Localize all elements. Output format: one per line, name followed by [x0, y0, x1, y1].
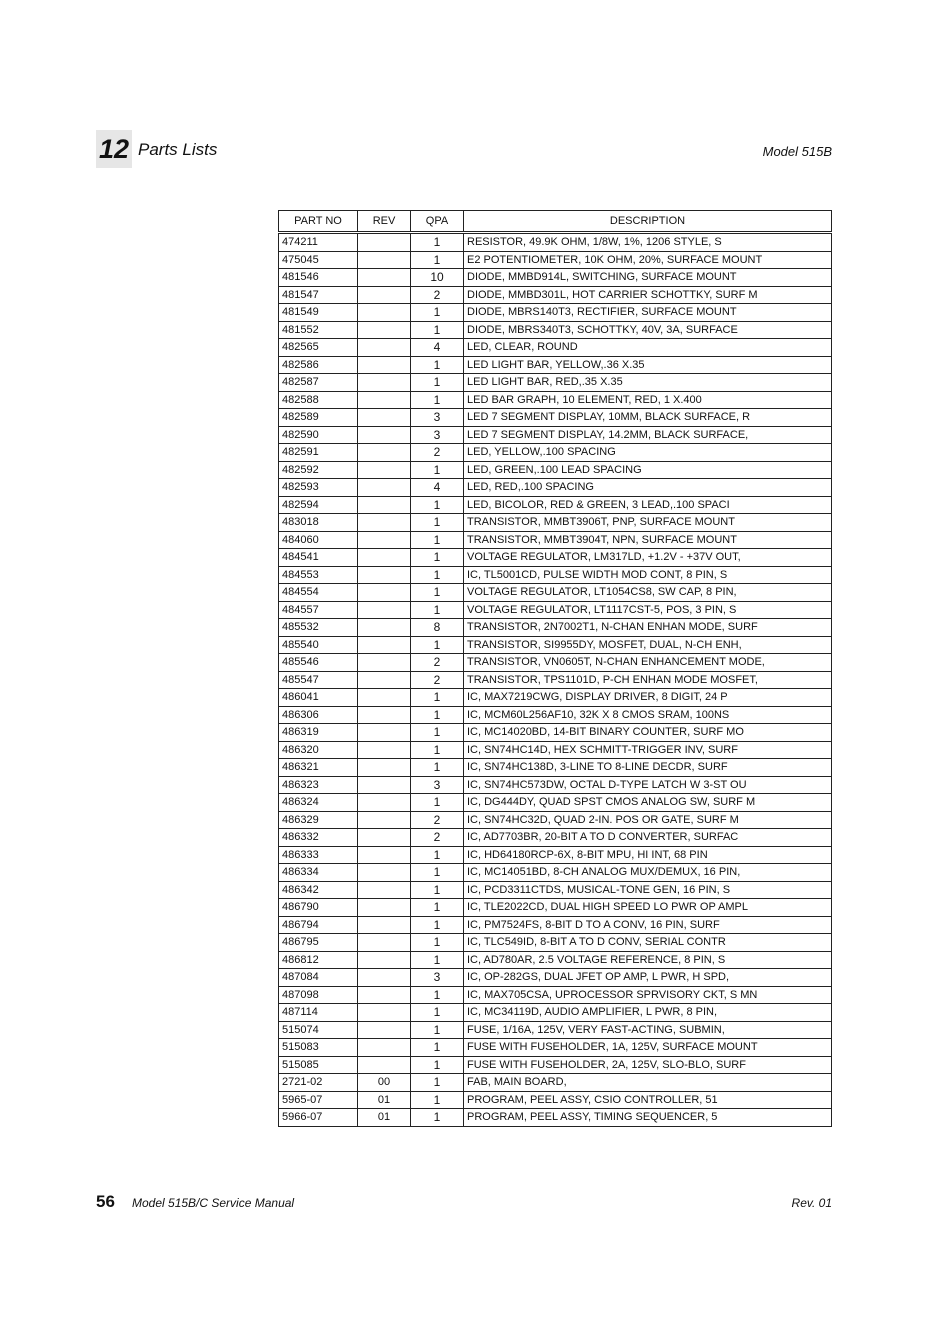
- qpa-cell: 1: [411, 881, 464, 899]
- table-row: [279, 829, 832, 847]
- rev-cell: 01: [358, 1091, 411, 1109]
- rev-cell: [358, 986, 411, 1004]
- qpa-cell: 1: [411, 461, 464, 479]
- qpa-cell: 10: [411, 269, 464, 287]
- description-cell: IC, PM7524FS, 8-BIT D TO A CONV, 16 PIN, SURF: [464, 916, 832, 934]
- qpa-cell: 1: [411, 584, 464, 602]
- table-row: [279, 951, 832, 969]
- qpa-cell: 1: [411, 1056, 464, 1074]
- rev-cell: [358, 304, 411, 322]
- table-row: [279, 356, 832, 374]
- table-row: [279, 776, 832, 794]
- part-number-cell: 515074: [279, 1021, 358, 1039]
- rev-cell: [358, 531, 411, 549]
- column-header-description: DESCRIPTION: [464, 211, 832, 233]
- part-number-cell: 485540: [279, 636, 358, 654]
- qpa-cell: 1: [411, 391, 464, 409]
- table-row: [279, 724, 832, 742]
- part-number-cell: 482592: [279, 461, 358, 479]
- description-cell: LED LIGHT BAR, YELLOW,.36 X.35: [464, 356, 832, 374]
- qpa-cell: 1: [411, 1004, 464, 1022]
- table-row: [279, 584, 832, 602]
- qpa-cell: 3: [411, 969, 464, 987]
- rev-cell: [358, 934, 411, 952]
- table-row: [279, 426, 832, 444]
- part-number-cell: 486795: [279, 934, 358, 952]
- description-cell: IC, HD64180RCP-6X, 8-BIT MPU, HI INT, 68 PIN: [464, 846, 832, 864]
- rev-cell: [358, 619, 411, 637]
- rev-cell: [358, 829, 411, 847]
- part-number-cell: 482587: [279, 374, 358, 392]
- part-number-cell: 482586: [279, 356, 358, 374]
- table-row: [279, 601, 832, 619]
- rev-cell: [358, 479, 411, 497]
- rev-cell: [358, 233, 411, 252]
- part-number-cell: 486790: [279, 899, 358, 917]
- qpa-cell: 1: [411, 934, 464, 952]
- description-cell: PROGRAM, PEEL ASSY, TIMING SEQUENCER, 5: [464, 1109, 832, 1127]
- rev-cell: 00: [358, 1074, 411, 1092]
- qpa-cell: 2: [411, 811, 464, 829]
- description-cell: IC, SN74HC32D, QUAD 2-IN. POS OR GATE, SURF M: [464, 811, 832, 829]
- rev-cell: [358, 951, 411, 969]
- description-cell: LED, BICOLOR, RED & GREEN, 3 LEAD,.100 SPACI: [464, 496, 832, 514]
- table-row: [279, 794, 832, 812]
- rev-cell: [358, 811, 411, 829]
- rev-cell: [358, 1039, 411, 1057]
- description-cell: TRANSISTOR, MMBT3906T, PNP, SURFACE MOUNT: [464, 514, 832, 532]
- qpa-cell: 1: [411, 864, 464, 882]
- rev-cell: [358, 794, 411, 812]
- description-cell: FUSE WITH FUSEHOLDER, 1A, 125V, SURFACE MOUNT: [464, 1039, 832, 1057]
- rev-cell: [358, 1056, 411, 1074]
- table-row: [279, 391, 832, 409]
- part-number-cell: 486332: [279, 829, 358, 847]
- rev-cell: [358, 636, 411, 654]
- rev-cell: [358, 654, 411, 672]
- description-cell: PROGRAM, PEEL ASSY, CSIO CONTROLLER, 51: [464, 1091, 832, 1109]
- rev-cell: [358, 514, 411, 532]
- rev-cell: [358, 391, 411, 409]
- rev-cell: [358, 409, 411, 427]
- part-number-cell: 5965-07: [279, 1091, 358, 1109]
- description-cell: TRANSISTOR, TPS1101D, P-CH ENHAN MODE MOSFET,: [464, 671, 832, 689]
- rev-cell: [358, 269, 411, 287]
- description-cell: LED, YELLOW,.100 SPACING: [464, 444, 832, 462]
- qpa-cell: 1: [411, 356, 464, 374]
- qpa-cell: 1: [411, 724, 464, 742]
- description-cell: IC, OP-282GS, DUAL JFET OP AMP, L PWR, H SPD,: [464, 969, 832, 987]
- qpa-cell: 1: [411, 741, 464, 759]
- table-row: [279, 654, 832, 672]
- description-cell: TRANSISTOR, MMBT3904T, NPN, SURFACE MOUNT: [464, 531, 832, 549]
- qpa-cell: 1: [411, 899, 464, 917]
- qpa-cell: 2: [411, 286, 464, 304]
- rev-cell: [358, 724, 411, 742]
- table-row: [279, 321, 832, 339]
- part-number-cell: 486324: [279, 794, 358, 812]
- rev-cell: [358, 776, 411, 794]
- description-cell: VOLTAGE REGULATOR, LM317LD, +1.2V - +37V OUT,: [464, 549, 832, 567]
- qpa-cell: 1: [411, 304, 464, 322]
- qpa-cell: 1: [411, 951, 464, 969]
- part-number-cell: 482594: [279, 496, 358, 514]
- rev-cell: [358, 444, 411, 462]
- rev-cell: [358, 339, 411, 357]
- part-number-cell: 484554: [279, 584, 358, 602]
- qpa-cell: 1: [411, 514, 464, 532]
- part-number-cell: 481546: [279, 269, 358, 287]
- rev-cell: [358, 671, 411, 689]
- qpa-cell: 1: [411, 496, 464, 514]
- description-cell: LED, RED,.100 SPACING: [464, 479, 832, 497]
- qpa-cell: 2: [411, 671, 464, 689]
- table-row: [279, 671, 832, 689]
- qpa-cell: 1: [411, 1039, 464, 1057]
- part-number-cell: 486041: [279, 689, 358, 707]
- part-number-cell: 474211: [279, 233, 358, 252]
- rev-cell: [358, 374, 411, 392]
- qpa-cell: 1: [411, 531, 464, 549]
- rev-cell: [358, 881, 411, 899]
- qpa-cell: 1: [411, 689, 464, 707]
- part-number-cell: 5966-07: [279, 1109, 358, 1127]
- table-row: [279, 566, 832, 584]
- qpa-cell: 4: [411, 339, 464, 357]
- qpa-cell: 1: [411, 233, 464, 252]
- description-cell: FAB, MAIN BOARD,: [464, 1074, 832, 1092]
- table-row: [279, 251, 832, 269]
- table-row: [279, 934, 832, 952]
- description-cell: VOLTAGE REGULATOR, LT1117CST-5, POS, 3 PIN, S: [464, 601, 832, 619]
- table-row: [279, 479, 832, 497]
- rev-cell: 01: [358, 1109, 411, 1127]
- description-cell: IC, MC14020BD, 14-BIT BINARY COUNTER, SURF MO: [464, 724, 832, 742]
- table-row: [279, 1074, 832, 1092]
- part-number-cell: 484557: [279, 601, 358, 619]
- part-number-cell: 486334: [279, 864, 358, 882]
- description-cell: LED, GREEN,.100 LEAD SPACING: [464, 461, 832, 479]
- rev-cell: [358, 321, 411, 339]
- qpa-cell: 8: [411, 619, 464, 637]
- table-row: [279, 1021, 832, 1039]
- table-row: [279, 1091, 832, 1109]
- rev-cell: [358, 496, 411, 514]
- description-cell: E2 POTENTIOMETER, 10K OHM, 20%, SURFACE MOUNT: [464, 251, 832, 269]
- table-row: [279, 759, 832, 777]
- part-number-cell: 485532: [279, 619, 358, 637]
- qpa-cell: 1: [411, 1091, 464, 1109]
- description-cell: TRANSISTOR, 2N7002T1, N-CHAN ENHAN MODE, SURF: [464, 619, 832, 637]
- rev-cell: [358, 899, 411, 917]
- part-number-cell: 484553: [279, 566, 358, 584]
- part-number-cell: 482590: [279, 426, 358, 444]
- table-row: [279, 233, 832, 252]
- qpa-cell: 1: [411, 321, 464, 339]
- description-cell: IC, PCD3311CTDS, MUSICAL-TONE GEN, 16 PIN, S: [464, 881, 832, 899]
- description-cell: LED BAR GRAPH, 10 ELEMENT, RED, 1 X.400: [464, 391, 832, 409]
- table-row: [279, 339, 832, 357]
- revision-label: Rev. 01: [791, 1196, 832, 1210]
- rev-cell: [358, 706, 411, 724]
- table-row: [279, 706, 832, 724]
- table-row: [279, 374, 832, 392]
- rev-cell: [358, 689, 411, 707]
- qpa-cell: 2: [411, 654, 464, 672]
- table-header-row: [279, 211, 832, 233]
- description-cell: FUSE, 1/16A, 125V, VERY FAST-ACTING, SUBMIN,: [464, 1021, 832, 1039]
- rev-cell: [358, 1004, 411, 1022]
- rev-cell: [358, 356, 411, 374]
- part-number-cell: 486329: [279, 811, 358, 829]
- part-number-cell: 486306: [279, 706, 358, 724]
- description-cell: FUSE WITH FUSEHOLDER, 2A, 125V, SLO-BLO, SURF: [464, 1056, 832, 1074]
- part-number-cell: 2721-02: [279, 1074, 358, 1092]
- description-cell: IC, SN74HC573DW, OCTAL D-TYPE LATCH W 3-ST OU: [464, 776, 832, 794]
- description-cell: IC, TLE2022CD, DUAL HIGH SPEED LO PWR OP AMPL: [464, 899, 832, 917]
- column-header-part-no: PART NO: [279, 211, 358, 233]
- part-number-cell: 481547: [279, 286, 358, 304]
- part-number-cell: 487098: [279, 986, 358, 1004]
- rev-cell: [358, 969, 411, 987]
- description-cell: LED 7 SEGMENT DISPLAY, 14.2MM, BLACK SURFACE,: [464, 426, 832, 444]
- description-cell: VOLTAGE REGULATOR, LT1054CS8, SW CAP, 8 PIN,: [464, 584, 832, 602]
- part-number-cell: 486794: [279, 916, 358, 934]
- description-cell: IC, SN74HC138D, 3-LINE TO 8-LINE DECDR, SURF: [464, 759, 832, 777]
- table-row: [279, 1109, 832, 1127]
- table-row: [279, 916, 832, 934]
- qpa-cell: 1: [411, 794, 464, 812]
- description-cell: IC, TL5001CD, PULSE WIDTH MOD CONT, 8 PIN, S: [464, 566, 832, 584]
- table-row: [279, 549, 832, 567]
- rev-cell: [358, 741, 411, 759]
- table-row: [279, 689, 832, 707]
- chapter-title: Parts Lists: [138, 140, 218, 159]
- part-number-cell: 484060: [279, 531, 358, 549]
- part-number-cell: 481552: [279, 321, 358, 339]
- rev-cell: [358, 864, 411, 882]
- description-cell: IC, SN74HC14D, HEX SCHMITT-TRIGGER INV, SURF: [464, 741, 832, 759]
- part-number-cell: 515085: [279, 1056, 358, 1074]
- qpa-cell: 1: [411, 759, 464, 777]
- part-number-cell: 475045: [279, 251, 358, 269]
- table-row: [279, 286, 832, 304]
- description-cell: DIODE, MBRS140T3, RECTIFIER, SURFACE MOUNT: [464, 304, 832, 322]
- description-cell: TRANSISTOR, SI9955DY, MOSFET, DUAL, N-CH ENH,: [464, 636, 832, 654]
- table-row: [279, 461, 832, 479]
- description-cell: DIODE, MMBD914L, SWITCHING, SURFACE MOUNT: [464, 269, 832, 287]
- qpa-cell: 1: [411, 374, 464, 392]
- qpa-cell: 4: [411, 479, 464, 497]
- part-number-cell: 486342: [279, 881, 358, 899]
- qpa-cell: 1: [411, 601, 464, 619]
- qpa-cell: 3: [411, 409, 464, 427]
- table-row: [279, 969, 832, 987]
- table-row: [279, 444, 832, 462]
- table-row: [279, 269, 832, 287]
- rev-cell: [358, 566, 411, 584]
- qpa-cell: 1: [411, 846, 464, 864]
- description-cell: LED 7 SEGMENT DISPLAY, 10MM, BLACK SURFACE, R: [464, 409, 832, 427]
- qpa-cell: 1: [411, 566, 464, 584]
- rev-cell: [358, 251, 411, 269]
- part-number-cell: 486333: [279, 846, 358, 864]
- rev-cell: [358, 426, 411, 444]
- part-number-cell: 481549: [279, 304, 358, 322]
- qpa-cell: 1: [411, 916, 464, 934]
- description-cell: RESISTOR, 49.9K OHM, 1/8W, 1%, 1206 STYLE, S: [464, 233, 832, 252]
- rev-cell: [358, 584, 411, 602]
- parts-table-body: [279, 233, 832, 1127]
- qpa-cell: 3: [411, 776, 464, 794]
- qpa-cell: 1: [411, 1021, 464, 1039]
- table-row: [279, 1039, 832, 1057]
- model-label: Model 515B: [762, 144, 832, 159]
- parts-table: [278, 210, 832, 1127]
- description-cell: IC, MAX705CSA, UPROCESSOR SPRVISORY CKT, S MN: [464, 986, 832, 1004]
- description-cell: IC, MAX7219CWG, DISPLAY DRIVER, 8 DIGIT, 24 P: [464, 689, 832, 707]
- table-row: [279, 409, 832, 427]
- description-cell: IC, AD780AR, 2.5 VOLTAGE REFERENCE, 8 PIN, S: [464, 951, 832, 969]
- description-cell: LED LIGHT BAR, RED,.35 X.35: [464, 374, 832, 392]
- table-row: [279, 514, 832, 532]
- rev-cell: [358, 461, 411, 479]
- qpa-cell: 1: [411, 549, 464, 567]
- table-row: [279, 531, 832, 549]
- description-cell: TRANSISTOR, VN0605T, N-CHAN ENHANCEMENT MODE,: [464, 654, 832, 672]
- table-row: [279, 304, 832, 322]
- part-number-cell: 515083: [279, 1039, 358, 1057]
- rev-cell: [358, 916, 411, 934]
- table-row: [279, 1004, 832, 1022]
- description-cell: IC, MC34119D, AUDIO AMPLIFIER, L PWR, 8 PIN,: [464, 1004, 832, 1022]
- description-cell: DIODE, MMBD301L, HOT CARRIER SCHOTTKY, SURF M: [464, 286, 832, 304]
- part-number-cell: 486320: [279, 741, 358, 759]
- qpa-cell: 3: [411, 426, 464, 444]
- description-cell: IC, MCM60L256AF10, 32K X 8 CMOS SRAM, 100NS: [464, 706, 832, 724]
- qpa-cell: 1: [411, 1074, 464, 1092]
- qpa-cell: 1: [411, 251, 464, 269]
- rev-cell: [358, 286, 411, 304]
- table-row: [279, 846, 832, 864]
- part-number-cell: 485546: [279, 654, 358, 672]
- table-row: [279, 811, 832, 829]
- qpa-cell: 1: [411, 1109, 464, 1127]
- table-row: [279, 1056, 832, 1074]
- description-cell: IC, DG444DY, QUAD SPST CMOS ANALOG SW, SURF M: [464, 794, 832, 812]
- qpa-cell: 1: [411, 636, 464, 654]
- part-number-cell: 486812: [279, 951, 358, 969]
- qpa-cell: 1: [411, 706, 464, 724]
- table-row: [279, 496, 832, 514]
- part-number-cell: 487114: [279, 1004, 358, 1022]
- part-number-cell: 486321: [279, 759, 358, 777]
- part-number-cell: 486319: [279, 724, 358, 742]
- page-footer: [96, 1192, 832, 1216]
- part-number-cell: 483018: [279, 514, 358, 532]
- rev-cell: [358, 846, 411, 864]
- chapter-number: 12: [96, 130, 132, 168]
- table-row: [279, 881, 832, 899]
- part-number-cell: 482589: [279, 409, 358, 427]
- part-number-cell: 482565: [279, 339, 358, 357]
- description-cell: LED, CLEAR, ROUND: [464, 339, 832, 357]
- column-header-qpa: QPA: [411, 211, 464, 233]
- rev-cell: [358, 1021, 411, 1039]
- rev-cell: [358, 549, 411, 567]
- table-row: [279, 741, 832, 759]
- table-row: [279, 636, 832, 654]
- description-cell: IC, TLC549ID, 8-BIT A TO D CONV, SERIAL CONTR: [464, 934, 832, 952]
- table-row: [279, 619, 832, 637]
- description-cell: IC, AD7703BR, 20-BIT A TO D CONVERTER, SURFAC: [464, 829, 832, 847]
- table-row: [279, 899, 832, 917]
- qpa-cell: 2: [411, 444, 464, 462]
- manual-title: Model 515B/C Service Manual: [132, 1196, 295, 1210]
- qpa-cell: 2: [411, 829, 464, 847]
- qpa-cell: 1: [411, 986, 464, 1004]
- part-number-cell: 482588: [279, 391, 358, 409]
- description-cell: IC, MC14051BD, 8-CH ANALOG MUX/DEMUX, 16 PIN,: [464, 864, 832, 882]
- column-header-rev: REV: [358, 211, 411, 233]
- part-number-cell: 487084: [279, 969, 358, 987]
- rev-cell: [358, 601, 411, 619]
- table-row: [279, 986, 832, 1004]
- rev-cell: [358, 759, 411, 777]
- part-number-cell: 486323: [279, 776, 358, 794]
- part-number-cell: 482591: [279, 444, 358, 462]
- table-row: [279, 864, 832, 882]
- part-number-cell: 484541: [279, 549, 358, 567]
- part-number-cell: 482593: [279, 479, 358, 497]
- page-number: 56: [96, 1192, 115, 1211]
- page-header: [96, 128, 832, 170]
- description-cell: DIODE, MBRS340T3, SCHOTTKY, 40V, 3A, SURFACE: [464, 321, 832, 339]
- part-number-cell: 485547: [279, 671, 358, 689]
